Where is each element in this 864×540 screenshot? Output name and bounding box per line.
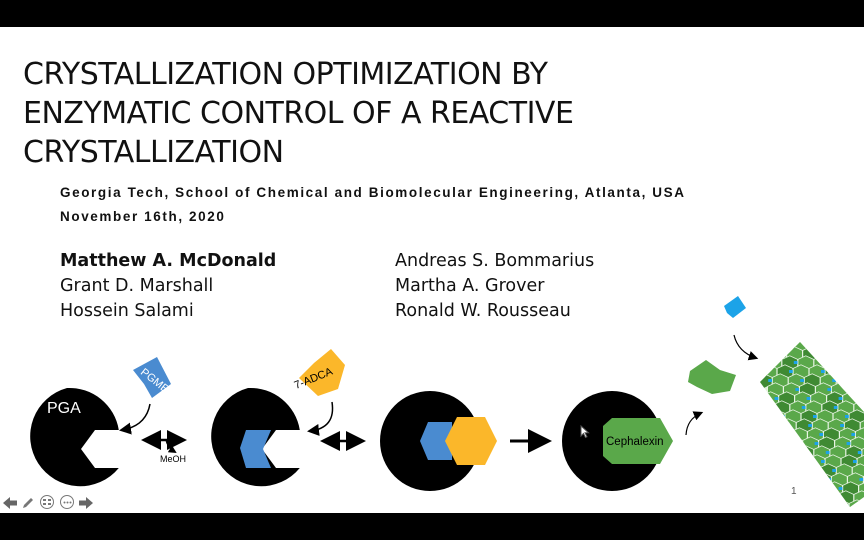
crystal-hexagon: [769, 410, 785, 424]
crystal-hexagon: [748, 329, 764, 343]
crystal-hexagon: [753, 320, 769, 334]
arrow-to-crystal: [734, 335, 756, 358]
slide: [0, 27, 864, 513]
crystal-hexagon: [776, 428, 792, 442]
crystal-cyan-unit: [819, 343, 823, 346]
author: Martha A. Grover: [395, 276, 545, 296]
crystal-hexagon: [801, 500, 817, 513]
crystal-cyan-unit: [813, 415, 817, 418]
crystal-hexagon: [817, 500, 833, 513]
crystal-hexagon: [808, 338, 824, 352]
arrow-adca-to-enzyme: [310, 402, 333, 431]
crystal-cyan-unit: [859, 478, 863, 481]
crystal-hexagon: [819, 347, 835, 361]
crystal-cyan-unit: [821, 460, 825, 463]
reaction-diagram: [0, 27, 864, 513]
more-icon[interactable]: [60, 495, 74, 509]
affiliation: Georgia Tech, School of Chemical and Biomolecular Engineering, Atlanta, USA: [60, 185, 686, 200]
crystal-hexagon: [798, 446, 814, 460]
crystal-hexagon: [844, 329, 860, 343]
crystal-cyan-unit: [839, 487, 843, 490]
crystal-cyan-unit: [853, 370, 857, 373]
crystal-hexagon: [787, 437, 803, 451]
title-line: ENZYMATIC CONTROL OF A REACTIVE: [23, 96, 574, 131]
slides-icon[interactable]: [40, 495, 54, 509]
crystal-cyan-unit: [776, 334, 780, 337]
crystal-cyan-unit: [807, 397, 811, 400]
crystal-cyan-unit: [819, 433, 823, 436]
crystal-cyan-unit: [827, 478, 831, 481]
crystal-hexagon: [841, 365, 857, 379]
crystal-cyan-unit: [807, 487, 811, 490]
crystal-lattice: [737, 320, 864, 513]
crystal-cyan-unit: [847, 442, 851, 445]
crystal-hexagon: [828, 329, 844, 343]
crystal-cyan-unit: [783, 352, 787, 355]
previous-icon[interactable]: [2, 495, 18, 511]
byproduct-label: MeOH: [160, 454, 187, 464]
crystal-cyan-unit: [847, 352, 851, 355]
crystal-cyan-unit: [858, 451, 862, 454]
pgme-label: PGME: [138, 366, 171, 396]
mouse-cursor-icon: [580, 425, 590, 439]
crystal-hexagon: [816, 473, 832, 487]
crystal-hexagon: [800, 473, 816, 487]
crystal-cyan-unit: [800, 469, 804, 472]
crystal-hexagon: [801, 320, 817, 334]
crystal-hexagon: [806, 491, 822, 505]
crystal-hexagon: [828, 509, 844, 513]
crystal-cyan-unit: [832, 469, 836, 472]
crystal-cyan-unit: [781, 415, 785, 418]
crystal-hexagon: [811, 482, 827, 496]
crystal-cyan-unit: [795, 388, 799, 391]
enzyme-label: PGA: [47, 400, 81, 417]
product-label: Cephalexin: [606, 436, 664, 448]
crystal-cyan-unit: [845, 415, 849, 418]
crystal-hexagon: [737, 320, 753, 334]
crystal-cyan-unit: [768, 379, 772, 382]
crystal-cyan-unit: [834, 496, 838, 499]
crystal-hexagon: [782, 446, 798, 460]
crystal-hexagon: [840, 338, 856, 352]
crystal-hexagon: [860, 509, 864, 513]
crystal-hexagon: [844, 509, 860, 513]
crystal-hexagon: [835, 347, 851, 361]
crystal-hexagon: [796, 329, 812, 343]
author: Andreas S. Bommarius: [395, 251, 595, 271]
crystal-cyan-unit: [859, 388, 863, 391]
author: Grant D. Marshall: [60, 276, 214, 296]
crystal-hexagon: [750, 356, 766, 370]
adca-label: 7-ADCA: [292, 365, 335, 392]
crystal-cyan-unit: [851, 433, 855, 436]
crystal-cyan-unit: [845, 505, 849, 508]
crystal-cyan-unit: [794, 451, 798, 454]
crystal-hexagon: [822, 491, 838, 505]
crystal-hexagon: [760, 338, 776, 352]
crystal-cyan-unit: [762, 361, 766, 364]
crystal-cyan-unit: [755, 343, 759, 346]
crystal-hexagon: [848, 383, 864, 397]
crystal-hexagon: [849, 320, 864, 334]
bound-pgme: [240, 430, 271, 468]
crystal-hexagon: [804, 464, 820, 478]
crystal-hexagon: [769, 320, 785, 334]
next-icon[interactable]: [78, 495, 94, 511]
crystal-hexagon: [793, 455, 809, 469]
crystal-cyan-unit: [787, 343, 791, 346]
crystal-cyan-unit: [749, 325, 753, 328]
crystal-hexagon: [795, 482, 811, 496]
crystal-cyan-unit: [802, 406, 806, 409]
author: Ronald W. Rousseau: [395, 301, 571, 321]
crystal-hexagon: [755, 347, 771, 361]
crystal-hexagon: [857, 365, 864, 379]
crystal-cyan-unit: [840, 334, 844, 337]
crystal-cyan-unit: [853, 460, 857, 463]
crystal-cyan-unit: [787, 433, 791, 436]
pen-icon[interactable]: [20, 495, 36, 511]
presentation-date: November 16th, 2020: [60, 209, 226, 224]
crystal-hexagon: [824, 338, 840, 352]
crystal-hexagon: [860, 329, 864, 343]
author-presenter: Matthew A. McDonald: [60, 251, 277, 271]
crystal-hexagon: [846, 356, 862, 370]
arrow-pgme-to-enzyme: [122, 404, 150, 430]
crystal-cyan-unit: [808, 424, 812, 427]
arrow-product-release: [686, 413, 701, 435]
crystal-hexagon: [817, 320, 833, 334]
title-line: CRYSTALLIZATION OPTIMIZATION BY: [23, 57, 548, 92]
crystal-cyan-unit: [845, 325, 849, 328]
crystal-hexagon: [856, 338, 864, 352]
crystal-cyan-unit: [815, 352, 819, 355]
title-line: CRYSTALLIZATION: [23, 135, 284, 170]
crystal-hexagon: [780, 419, 796, 433]
dissolved-molecule: [724, 296, 746, 318]
crystal-hexagon: [764, 329, 780, 343]
crystal-hexagon: [859, 392, 864, 406]
crystal-cyan-unit: [839, 397, 843, 400]
crystal-hexagon: [812, 509, 828, 513]
crystal-cyan-unit: [813, 505, 817, 508]
crystal-cyan-unit: [821, 370, 825, 373]
crystal-hexagon: [780, 329, 796, 343]
crystal-cyan-unit: [840, 424, 844, 427]
crystal-cyan-unit: [826, 361, 830, 364]
crystal-hexagon: [851, 347, 864, 361]
crystal-cyan-unit: [858, 361, 862, 364]
crystal-cyan-unit: [775, 397, 779, 400]
crystal-cyan-unit: [789, 370, 793, 373]
crystal-hexagon: [852, 374, 864, 388]
crystal-hexagon: [776, 338, 792, 352]
crystal-cyan-unit: [800, 379, 804, 382]
author: Hossein Salami: [60, 301, 194, 321]
crystal-hexagon: [744, 338, 760, 352]
crystal-cyan-unit: [781, 325, 785, 328]
crystal-cyan-unit: [826, 451, 830, 454]
crystal-cyan-unit: [832, 379, 836, 382]
crystal-cyan-unit: [808, 334, 812, 337]
released-cephalexin: [688, 360, 736, 394]
arrow-meoh: [166, 440, 175, 452]
crystal-hexagon: [812, 329, 828, 343]
crystal-cyan-unit: [834, 406, 838, 409]
crystal-cyan-unit: [827, 388, 831, 391]
crystal-hexagon: [788, 464, 804, 478]
crystal-cyan-unit: [794, 361, 798, 364]
crystal-cyan-unit: [815, 442, 819, 445]
crystal-hexagon: [833, 320, 849, 334]
slide-number: 1: [791, 486, 797, 497]
crystal-hexagon: [785, 320, 801, 334]
crystal-cyan-unit: [851, 343, 855, 346]
crystal-hexagon: [830, 356, 846, 370]
crystal-cyan-unit: [813, 325, 817, 328]
